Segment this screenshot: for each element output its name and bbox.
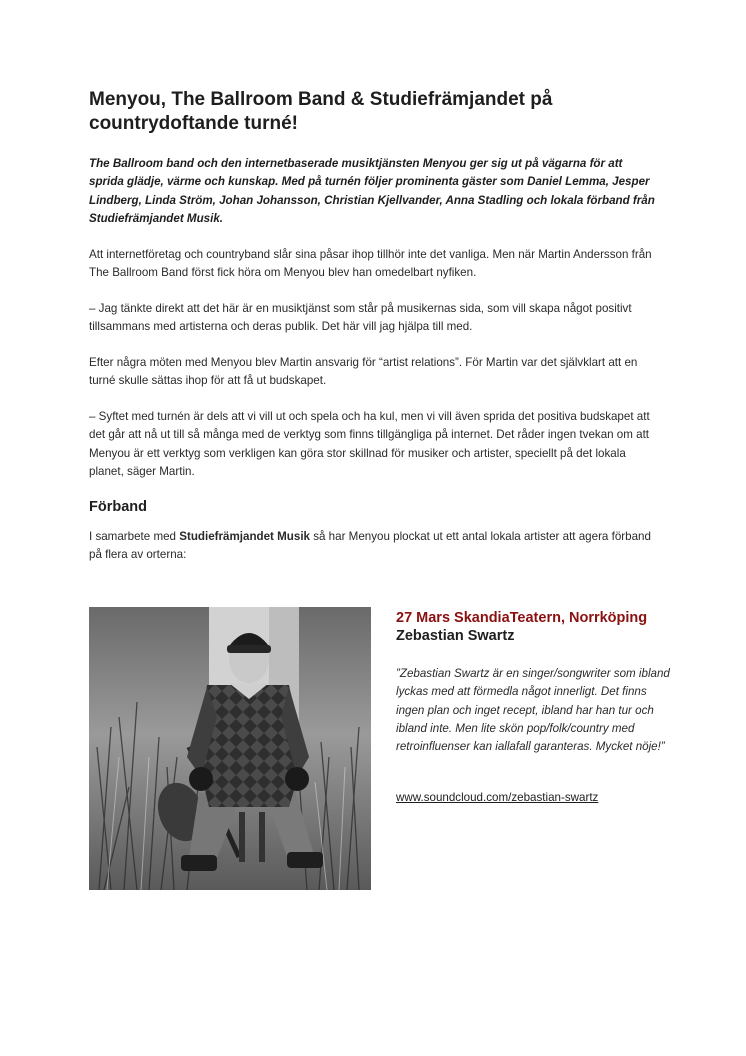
- artist-photo: [89, 607, 371, 890]
- paragraph-3: Efter några möten med Menyou blev Martin ansvarig för “artist relations”. För Martin var det självklart att en turné skulle sättas ihop för att få ut budskapet.: [89, 356, 638, 388]
- event-date-venue: 27 Mars SkandiaTeatern, Norrköping: [396, 610, 648, 626]
- section-intro-bold: Studiefrämjandet Musik: [179, 530, 310, 543]
- artist-quote: ”Zebastian Swartz är en singer/songwriter som ibland lyckas med att förmedla något innerligt. Det finns ingen plan och inget recept, ibland har han tur och ibland inte. Men lite skön pop/folk/country med retroinfluenser kan iallafall garanteras. Mycket nöje!”: [396, 667, 670, 754]
- artist-name: Zebastian Swartz: [396, 628, 515, 644]
- paragraph-4: – Syftet med turnén är dels att vi vill ut och spela och ha kul, men vi vill även sprida det positiva budskapet att det går att nå ut till så många med de verktyg som finns tillgängliga på internet. Det råder ingen tvekan om att Menyou är ett verktyg som verkligen kan göra stor skillnad för musiker och artister, speciellt på det lokala planet, säger Martin.: [89, 410, 650, 478]
- section-intro: [89, 528, 659, 565]
- article-lead: The Ballroom band och den internetbaserade musiktjänsten Menyou ger sig ut på vägarna för att sprida glädje, värme och kunskap. Med på turnén följer prominenta gäster som Daniel Lemma, Jesper Lindberg, Linda Ström, Johan Johansson, Christian Kjellvander, Anna Stadling och lokala förband från Studiefrämjandet Musik.: [89, 157, 655, 225]
- section-heading: Förband: [89, 499, 147, 515]
- paragraph-1: Att internetföretag och countryband slår sina påsar ihop tillhör inte det vanliga. Men när Martin Andersson från The Ballroom Band först fick höra om Menyou blev han omedelbart nyfiken.: [89, 248, 652, 280]
- paragraph-2: – Jag tänkte direkt att det här är en musiktjänst som står på musikernas sida, som vill skapa något positivt tillsammans med artisterna och deras publik. Det här vill jag hjälpa till med.: [89, 302, 632, 334]
- section-intro-end: så har Menyou plockat ut ett antal lokala artister att agera förband på flera av orterna:: [89, 530, 651, 562]
- section-intro-start: I samarbete med: [89, 530, 180, 543]
- article-title: Menyou, The Ballroom Band & Studiefrämjandet på countrydoftande turné!: [89, 89, 553, 134]
- soundcloud-link[interactable]: www.soundcloud.com/zebastian-swartz: [396, 791, 599, 804]
